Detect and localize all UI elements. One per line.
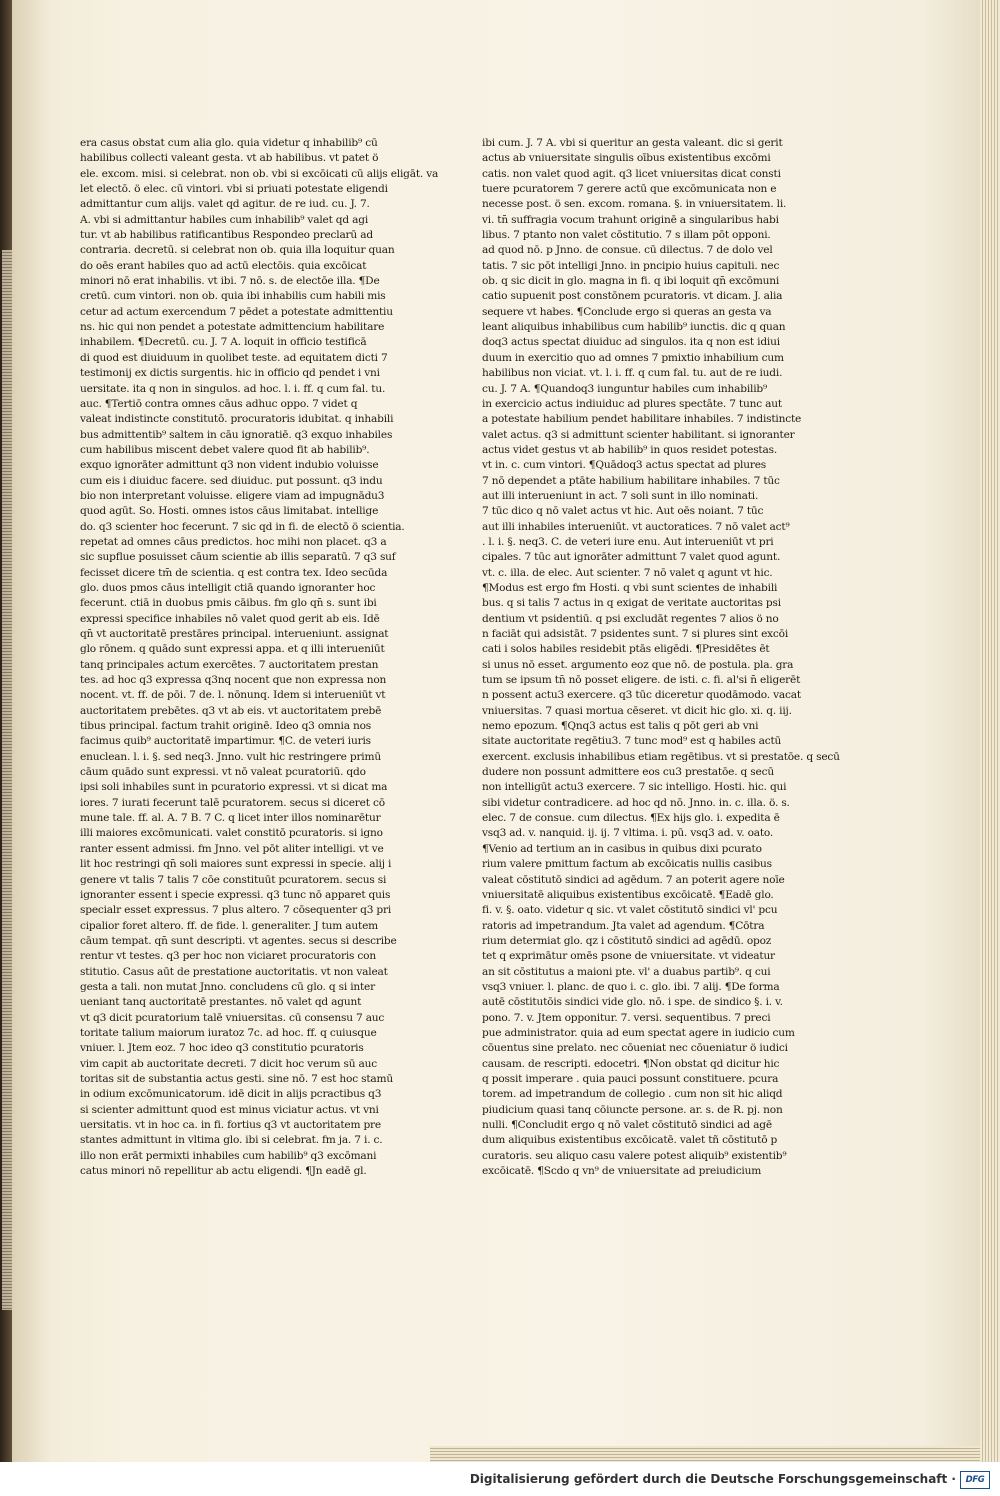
text-line: vniuer. l. Jtem eoz. 7 hoc ideo q3 constitutio pcuratoris — [80, 1042, 364, 1055]
text-line: illi maiores excōmunicati. valet constitō pcuratoris. si igno — [80, 827, 383, 840]
text-line: glo. duos pmos cāus intelligit ctiā quando ignoranter hoc — [80, 581, 376, 594]
text-line: si unus nō esset. argumento eoz que nō. de postula. pla. gra — [482, 658, 794, 671]
text-line: vt q3 dicit pcuratorium talē vniuersitas. cū consensu 7 auc — [80, 1011, 385, 1024]
text-line: si scienter admittunt quod est minus viciatur actus. vt vni — [80, 1103, 379, 1116]
text-line: dum aliquibus existentibus excōicatē. valet tñ cōstitutō p — [482, 1134, 778, 1147]
text-line: tanq principales actum exercētes. 7 auctoritatem prestan — [80, 658, 379, 671]
text-line: ipsi soli inhabiles sunt in pcuratorio expressi. vt si dicat ma — [80, 781, 388, 794]
text-line: rium determiat glo. qz i cōstitutō sindici ad agēdū. opoz — [482, 934, 772, 947]
text-line: ignoranter essent i specie expressi. q3 tunc nō apparet quis — [80, 888, 391, 901]
text-line: toritate talium maiorum iuratoz 7c. ad hoc. ff. q cuiusque — [80, 1026, 377, 1039]
text-line: admittantur cum alijs. valet qd agitur. de re iud. cu. J. 7. — [80, 198, 370, 211]
text-line: sibi videtur contradicere. ad hoc qd nō. Jnno. in. c. illa. ö. s. — [482, 796, 790, 809]
text-line: qn̄ vt auctoritatē prestāres principal. interueniunt. assignat — [80, 628, 389, 640]
text-line: expressi specifice inhabiles nō valet quod gerit ab eis. Idē — [80, 612, 380, 625]
text-line: quod agūt. So. Hosti. omnes istos cāus limitabat. intellige — [80, 505, 379, 518]
text-line: auctoritatem prebētes. q3 vt ab eis. vt auctoritatem prebē — [80, 704, 382, 717]
text-line: fecerunt. ctiā in duobus pmis cāibus. fm glo qn̄ s. sunt ibi — [80, 597, 377, 610]
text-line: vniuersitatē aliquibus existentibus excōicatē. ¶Eadē glo. — [482, 888, 774, 901]
text-line: tuere pcuratorem 7 gerere actū que excōmunicata non e — [482, 183, 777, 196]
text-line: bus. q si talis 7 actus in q exigat de veritate auctoritas psi — [482, 597, 781, 610]
text-line: do oēs erant habiles quo ad actū electōis. quia excōicat — [80, 259, 367, 272]
text-line: illo non erāt permixti inhabiles cum habilib⁹ q3 excōmani — [80, 1149, 377, 1162]
text-line: elec. 7 de consue. cum dilectus. ¶Ex hijs glo. i. expedita ē — [482, 812, 780, 825]
text-line: aut illi interueniunt in act. 7 soli sunt in illo nominati. — [482, 489, 759, 502]
text-line: stantes admittunt in vltima glo. ibi si celebrat. fm ja. 7 i. c. — [80, 1134, 383, 1147]
text-line: repetat ad omnes cāus predictos. hoc mihi non placet. q3 a — [80, 535, 387, 548]
text-line: tes. ad hoc q3 expressa q3nq nocent que non expressa non — [80, 674, 387, 687]
text-line: catio supuenit post constōnem pcuratoris. vt dicam. J. alia — [482, 290, 783, 303]
text-line: in exercicio actus indiuiduc ad plures spectāte. 7 tunc aut — [482, 397, 782, 410]
digitization-footer — [0, 1462, 1000, 1496]
page-edge-bottom — [430, 1446, 980, 1462]
text-line: habilibus non viciat. vt. l. i. ff. q cum fal. tu. aut de re iudi. — [482, 367, 783, 380]
text-line: rium valere pmittum factum ab excōicatis nullis casibus — [482, 858, 772, 871]
text-line: libus. 7 ptanto non valet cōstitutio. 7 s illam pōt opponi. — [482, 229, 771, 242]
text-line: vsq3 vniuer. l. planc. de quo i. c. glo. ibi. 7 alij. ¶De forma — [482, 980, 780, 993]
text-line: vt in. c. cum vintori. ¶Quādoq3 actus spectat ad plures — [482, 459, 767, 472]
text-line: di quod est diuiduum in quolibet teste. ad equitatem dicti 7 — [80, 351, 388, 364]
text-line: cipales. 7 tūc aut ignorāter admittunt 7 valet quod agunt. — [482, 551, 781, 564]
text-line: cum habilibus miscent debet valere quod fit ab habilib⁹. — [80, 443, 370, 456]
text-line: contraria. decretū. si celebrat non ob. quia illa loquitur quan — [80, 244, 395, 257]
text-line: pono. 7. v. Jtem opponitur. 7. versi. sequentibus. 7 preci — [482, 1011, 771, 1024]
text-line: curatoris. seu aliquo casu valere potest aliquib⁹ existentib⁹ — [482, 1149, 787, 1162]
funding-notice: Digitalisierung gefördert durch die Deutsche Forschungsgemeinschaft · — [469, 1472, 956, 1486]
text-line: testimonij ex dictis surgentis. hic in officio qd pendet i vni — [80, 367, 380, 380]
page-edge-stack — [980, 0, 1000, 1462]
text-line: inhabilem. ¶Decretū. cu. J. 7 A. loquit in officio testificā — [80, 336, 367, 349]
text-line: do. q3 scienter hoc fecerunt. 7 sic qd in fi. de electō ö scientia. — [80, 520, 405, 533]
text-line: vsq3 ad. v. nanquid. ij. ij. 7 vltima. i. pū. vsq3 ad. v. oato. — [482, 827, 774, 840]
text-line: genere vt talis 7 talis 7 cōe constituūt pcuratorem. secus si — [80, 873, 387, 886]
text-line: ¶Venio ad tertium an in casibus in quibus dixi pcurato — [482, 842, 762, 855]
text-line: q possit imperare . quia pauci possunt constituere. pcura — [482, 1072, 779, 1085]
text-line: fi. v. §. oato. videtur q sic. vt valet cōstitutō sindici vl' pcu — [482, 904, 778, 917]
text-line: tum se ipsum tn̄ nō posset eligere. de isti. c. fi. al'si n̄ eligerēt — [482, 674, 801, 687]
text-line: sitate auctoritate regētiu3. 7 tunc mod⁹ est q habiles actū — [482, 735, 782, 748]
text-line: non intelligūt actu3 exercere. 7 sic intelligo. Hosti. hic. qui — [482, 781, 787, 794]
text-line: cretū. cum vintori. non ob. quia ibi inhabilis cum habili mis — [80, 290, 386, 303]
text-line: piudicium quasi tanq cōiuncte persone. ar. s. de R. pj. non — [482, 1103, 783, 1116]
text-line: glo rōnem. q quādo sunt expressi appa. et q illi interueniūt — [80, 643, 385, 656]
text-line: leant aliquibus inhabilibus cum habilib⁹ iunctis. dic q quan — [482, 321, 786, 334]
text-line: uersitatis. vt in hoc ca. in fi. fortius q3 vt auctoritatem pre — [80, 1119, 381, 1131]
text-line: vniuersitas. 7 quasi mortua cēseret. vt dicit hic glo. xi. q. iij. — [482, 704, 792, 717]
text-line: facimus quib⁹ auctoritatē impartimur. ¶C. de veteri iuris — [80, 735, 371, 748]
text-line: ibi cum. J. 7 A. vbi si queritur an gesta valeant. dic si gerit — [482, 137, 783, 149]
text-line: sic supflue posuisset cāum scientie ab illis separatū. 7 q3 suf — [80, 551, 396, 564]
text-line: rentur vt testes. q3 per hoc non viciaret procuratoris con — [80, 950, 376, 963]
text-line: uersitate. ita q non in singulos. ad hoc. l. i. ff. q cum fal. tu. — [80, 382, 386, 395]
text-line: doq3 actus spectat diuiduc ad singulos. ita q non est idiui — [482, 336, 780, 349]
text-line: 7 nō dependet a ptāte habilium habilitare inhabiles. 7 tūc — [482, 474, 780, 487]
text-line: cāum tempat. qn̄ sunt descripti. vt agentes. secus si describe — [80, 934, 397, 947]
text-line: causam. de rescripti. edocetri. ¶Non obstat qd dicitur hic — [482, 1057, 780, 1070]
text-line: exquo ignorāter admittunt q3 non vident indubio voluisse — [80, 459, 379, 472]
text-line: actus videt gestus vt ab habilib⁹ in quos residet potestas. — [482, 443, 778, 456]
text-line: ratoris ad impetrandum. Jta valet ad agendum. ¶Cōtra — [482, 919, 765, 932]
text-line: in odium excōmunicatorum. idē dicit in alijs pcractibus q3 — [80, 1088, 382, 1101]
text-line: tet q exprimātur omēs psone de vniuersitate. vt videatur — [482, 950, 775, 963]
text-line: ns. hic qui non pendet a potestate admittencium habilitare — [80, 321, 385, 334]
text-line: ele. excom. misi. si celebrat. non ob. vbi si excōicati cū alijs eligāt. va — [80, 167, 439, 180]
text-line: ad quod nō. p Jnno. de consue. cū dilectus. 7 de dolo vel — [482, 244, 773, 257]
text-line: era casus obstat cum alia glo. quia videtur q inhabilib⁹ cū — [80, 137, 378, 149]
text-line: auc. ¶Tertiō contra omnes cāus adhuc oppo. 7 videt q — [80, 397, 358, 410]
text-line: iores. 7 iurati fecerunt talē pcuratorem. secus si diceret cō — [80, 796, 385, 809]
text-line: cetur ad actum exercendum 7 pēdet a potestate admittentiu — [80, 305, 393, 318]
text-line: n possent actu3 exercere. q3 tūc diceretur quodāmodo. vacat — [482, 689, 801, 702]
text-line: cipalior foret altero. ff. de fide. l. generaliter. J tum autem — [80, 919, 378, 932]
text-line: valeat indistincte constitutō. procuratoris idubitat. q inhabili — [80, 413, 394, 426]
text-line: n faciāt qui adsistāt. 7 psidentes sunt. 7 si plures sint excōi — [482, 628, 789, 640]
text-line: lit hoc restringi qn̄ soli maiores sunt expressi in specie. alij i — [80, 858, 392, 871]
text-line: ueniant tanq auctoritatē prestantes. nō valet qd agunt — [80, 996, 362, 1009]
text-line: duum in exercitio quo ad omnes 7 pmixtio inhabilium cum — [482, 351, 784, 364]
previous-pages-edge — [2, 250, 12, 1310]
text-line: ob. q sic dicit in glo. magna in fi. q ibi loquit qn̄ excōmuni — [482, 275, 780, 288]
text-line: mune tale. ff. al. A. 7 B. 7 C. q licet inter illos nominarētur — [80, 812, 381, 825]
text-line: ranter essent admissi. fm Jnno. vel pōt aliter intelligi. vt ve — [80, 842, 384, 855]
text-line: bio non interpretant voluisse. eligere viam ad impugnādu3 — [80, 489, 385, 502]
text-line: gesta a tali. non mutat Jnno. concludens cū glo. q si inter — [80, 980, 375, 993]
text-line: valet actus. q3 si admittunt scienter habilitant. si ignoranter — [482, 428, 795, 441]
text-line: vi. tn̄ suffragia vocum trahunt originē a singularibus habi — [482, 213, 779, 226]
text-line: specialr esset expressus. 7 plus altero. 7 cōsequenter q3 pri — [80, 904, 392, 917]
text-line: torem. ad impetrandum de collegio . cum non sit hic aliqd — [482, 1088, 783, 1101]
text-line: . l. i. §. neq3. C. de veteri iure enu. Aut interueniūt vt pri — [482, 535, 774, 548]
text-line: cu. J. 7 A. ¶Quandoq3 iunguntur habiles cum inhabilib⁹ — [482, 382, 768, 395]
text-line: catis. non valet quod agit. q3 licet vniuersitas dicat consti — [482, 167, 781, 180]
dfg-logo: DFG — [960, 1471, 990, 1489]
text-line: tatis. 7 sic pōt intelligi Jnno. in pncipio huius capituli. nec — [482, 259, 780, 272]
text-line: toritas sit de substantia actus gesti. sine nō. 7 est hoc stamū — [80, 1072, 393, 1085]
text-line: fecisset dicere tm̄ de scientia. q est contra tex. Ideo secūda — [80, 566, 388, 579]
text-line: sequere vt habes. ¶Conclude ergo si queras an gesta va — [482, 305, 772, 318]
text-line: dudere non possunt admittere eos cu3 prestatōe. q secū — [482, 766, 774, 779]
text-line: stitutio. Casus aūt de prestatione auctoritatis. vt non valeat — [80, 965, 388, 978]
text-line: pue administrator. quia ad eum spectat agere in iudicio cum — [482, 1026, 795, 1039]
text-line: bus admittentib⁹ saltem in cāu ignoratiē. q3 exquo inhabiles — [80, 428, 393, 441]
text-line: a potestate habilium pendet habilitare inhabiles. 7 indistincte — [482, 413, 802, 426]
text-line: cati i solos habiles residebit ptās eligēdi. ¶Presidētes ēt — [482, 643, 770, 656]
text-line: enuclean. l. i. §. sed neq3. Jnno. vult hic restringere primū — [80, 750, 381, 763]
text-line: necesse post. ö sen. excom. romana. §. in vniuersitatem. li. — [482, 198, 787, 211]
text-line: nulli. ¶Concludit ergo q nō valet cōstitutō sindici ad agē — [482, 1119, 772, 1131]
text-line: tibus principal. factum trahit originē. Ideo q3 omnia nos — [80, 720, 372, 733]
text-line: vim capit ab auctoritate decreti. 7 dicit hoc verum sū auc — [80, 1057, 377, 1070]
text-line: dentium vt psidentiū. q psi excludāt regentes 7 alios ö no — [482, 612, 779, 625]
text-line: habilibus collecti valeant gesta. vt ab habilibus. vt patet ö — [80, 152, 379, 165]
text-line: valeat cōstitutō sindici ad agēdum. 7 an poterit agere noīe — [482, 873, 785, 886]
text-column-right — [482, 136, 840, 1179]
text-line: actus ab vniuersitate singulis oībus existentibus excōmi — [482, 152, 771, 165]
text-line: nemo epozum. ¶Qnq3 actus est talis q pōt geri ab vni — [482, 720, 759, 733]
text-column-left — [80, 136, 439, 1179]
text-line: 7 tūc dico q nō valet actus vt hic. Aut oēs noiant. 7 tūc — [482, 505, 764, 518]
text-line: aut illi inhabiles interueniūt. vt auctoratices. 7 nō valet act⁹ — [482, 520, 790, 533]
text-line: cāum quādo sunt expressi. vt nō valeat pcuratoriū. qdo — [80, 766, 366, 779]
text-line: nocent. vt. ff. de pōi. 7 de. l. nōnunq. Idem si interueniūt vt — [80, 689, 386, 702]
text-line: an sit cōstitutus a maioni pte. vl' a duabus partib⁹. q cui — [482, 965, 771, 978]
text-line: cōuentus sine prelato. nec cōueniat nec cōueniatur ö iudici — [482, 1042, 788, 1055]
text-line: ¶Modus est ergo fm Hosti. q vbi sunt scientes de inhabili — [482, 581, 778, 594]
text-line: minori nō erat inhabilis. vt ibi. 7 nō. s. de electōe illa. ¶De — [80, 275, 380, 288]
text-line: let electō. ö elec. cū vintori. vbi si priuati potestate eligendi — [80, 183, 388, 196]
text-line: cum eis i diuiduc facere. sed diuiduc. put possunt. q3 indu — [80, 474, 383, 487]
text-line: A. vbi si admittantur habiles cum inhabilib⁹ valet qd agi — [80, 213, 369, 226]
text-line: tur. vt ab habilibus ratificantibus Respondeo preclarū ad — [80, 229, 373, 242]
text-line: excōicatē. ¶Scdo q vn⁹ de vniuersitate ad preiudicium — [482, 1165, 762, 1178]
text-line: catus minori nō repellitur ab actu eligendi. ¶Jn eadē gl. — [80, 1165, 367, 1178]
text-line: exercent. exclusis inhabilibus etiam regētibus. vt si prestatōe. q secū — [482, 750, 840, 763]
text-line: autē cōstitutōis sindici vide glo. nō. i spe. de sindico §. i. v. — [482, 996, 783, 1009]
text-line: vt. c. illa. de elec. Aut scienter. 7 nō valet q agunt vt hic. — [482, 566, 773, 579]
